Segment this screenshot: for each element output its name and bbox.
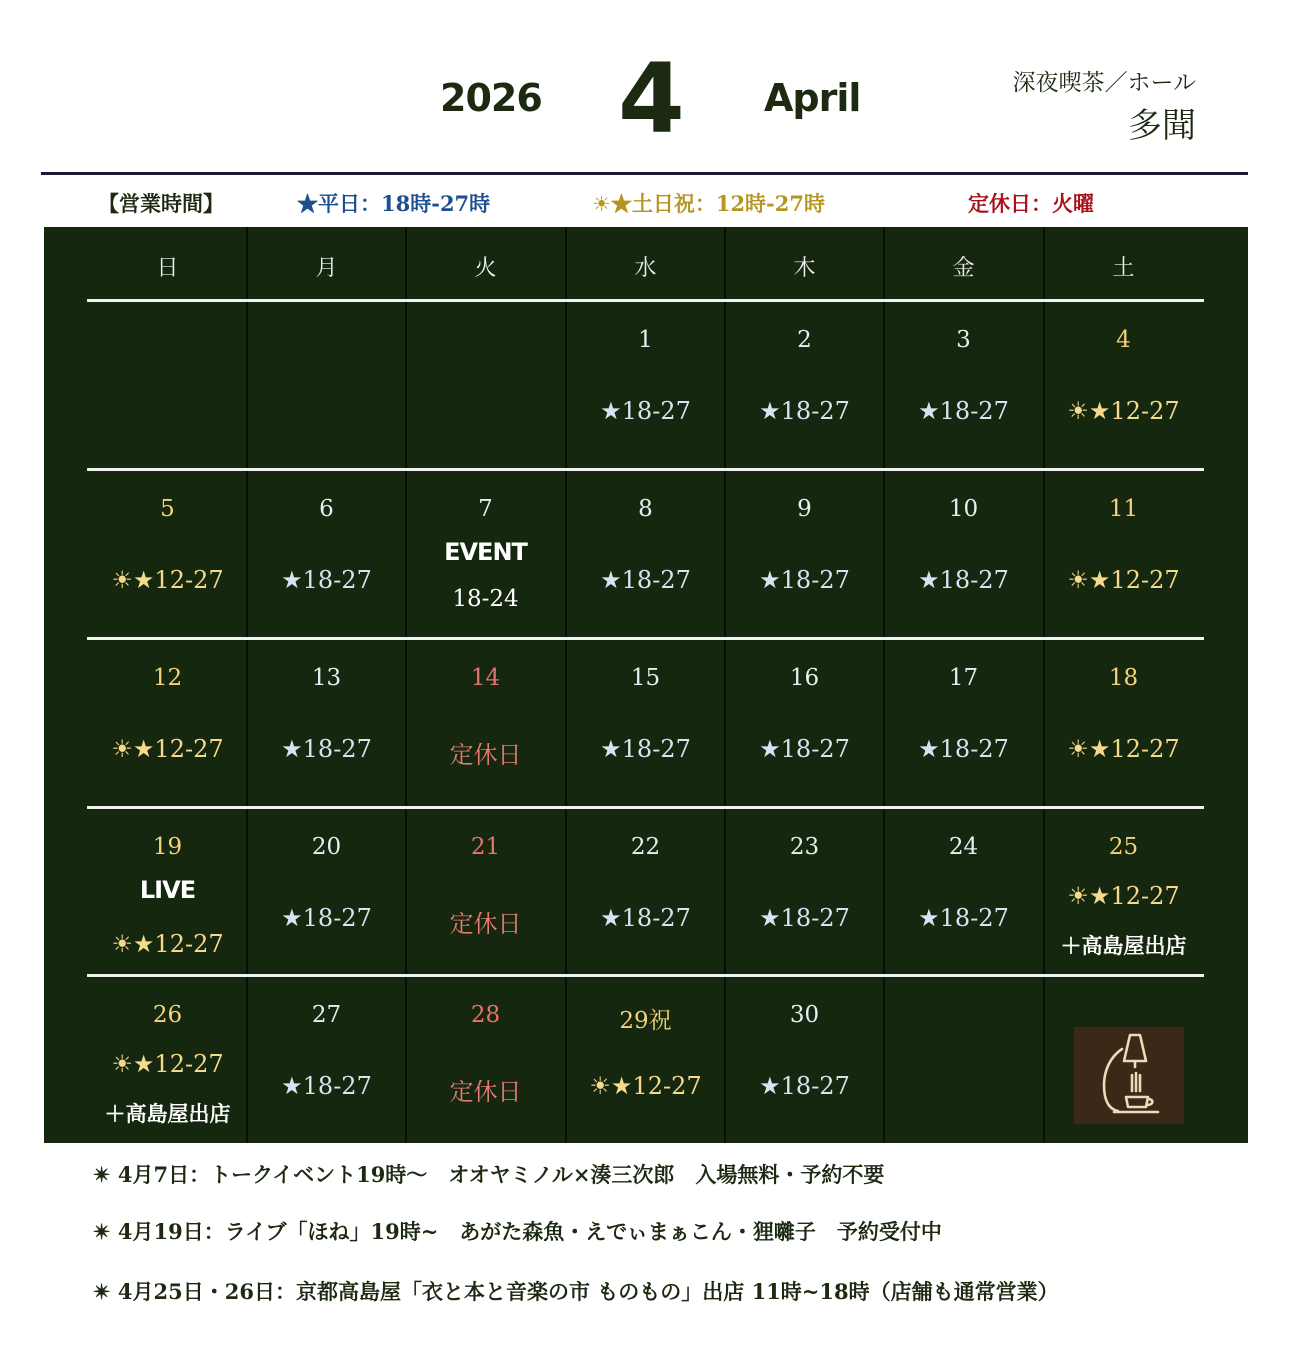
day-number: 15 (630, 665, 661, 691)
day-cell (88, 637, 247, 805)
day-number: 25 (1108, 834, 1139, 860)
opening-hours: ★18-27 (600, 397, 691, 425)
opening-hours: ☀★12-27 (589, 1072, 702, 1100)
hours-weekday: ★平日：18時-27時 (297, 191, 491, 216)
opening-hours: ★18-27 (759, 1072, 850, 1100)
day-cell (88, 974, 247, 1142)
opening-hours: ☀★12-27 (111, 1050, 224, 1078)
day-cell (884, 637, 1043, 805)
opening-hours: ★18-27 (918, 566, 1009, 594)
closed-label: 定休日 (449, 1078, 522, 1106)
event-hours: 18-24 (452, 586, 519, 612)
opening-hours: ★18-27 (918, 904, 1009, 932)
event-label: EVENT (444, 538, 527, 566)
weekday-header: 土 (1112, 256, 1135, 281)
day-number: 30 (789, 1002, 820, 1028)
popup-store-note: ＋高島屋出店 (1060, 933, 1187, 958)
opening-hours: ★18-27 (281, 904, 372, 932)
day-number: 11 (1108, 496, 1139, 522)
opening-hours: ☀★12-27 (1067, 735, 1180, 763)
day-cell (884, 806, 1043, 974)
hours-weekend: ☀★土日祝：12時-27時 (592, 191, 825, 216)
day-number: 14 (470, 665, 501, 691)
event-label: LIVE (139, 876, 196, 904)
day-number: 19 (152, 834, 183, 860)
day-cell (88, 468, 247, 636)
day-cell (406, 974, 565, 1142)
day-number: 12 (152, 665, 183, 691)
opening-hours: ★18-27 (759, 735, 850, 763)
day-cell (884, 468, 1043, 636)
day-cell (725, 299, 884, 467)
opening-hours: ☀★12-27 (1067, 397, 1180, 425)
day-number: 5 (160, 496, 175, 522)
year: 2026 (440, 76, 542, 120)
day-number: 13 (311, 665, 342, 691)
popup-store-note: ＋高島屋出店 (104, 1101, 231, 1126)
note-takashimaya: ✴︎ 4月25日・26日：京都高島屋「衣と本と音楽の市 ものもの」出店 11時~18時（店舗も通常営業） (93, 1279, 1059, 1304)
day-cell (884, 299, 1043, 467)
day-number: 24 (948, 834, 979, 860)
day-cell (406, 806, 565, 974)
opening-hours: ★18-27 (600, 904, 691, 932)
day-number: 29祝 (619, 1008, 672, 1034)
day-number: 28 (470, 1002, 501, 1028)
shop-subtitle: 深夜喫茶／ホール (1012, 70, 1196, 96)
weekday-header: 日 (156, 256, 179, 281)
day-number: 2 (797, 327, 812, 353)
weekday-header: 水 (634, 256, 657, 281)
opening-hours: ☀★12-27 (111, 930, 224, 958)
opening-hours: ★18-27 (759, 566, 850, 594)
opening-hours: ★18-27 (918, 735, 1009, 763)
opening-hours: ☀★12-27 (111, 566, 224, 594)
hours-closed-day: 定休日：火曜 (968, 191, 1094, 216)
opening-hours: ☀★12-27 (111, 735, 224, 763)
day-cell (566, 468, 725, 636)
closed-label: 定休日 (449, 910, 522, 938)
weekday-header: 火 (474, 256, 497, 281)
day-number: 3 (956, 327, 971, 353)
day-number: 6 (319, 496, 334, 522)
day-number: 20 (311, 834, 342, 860)
day-cell (566, 806, 725, 974)
day-cell (1044, 468, 1203, 636)
day-number: 7 (478, 496, 493, 522)
day-number: 22 (630, 834, 661, 860)
note-live: ✴︎ 4月19日：ライブ「ほね」19時~ あがた森魚・えでぃまぁこん・狸囃子 予約受付中 (93, 1219, 942, 1244)
opening-hours: ★18-27 (281, 1072, 372, 1100)
day-cell (725, 806, 884, 974)
day-cell (566, 974, 725, 1142)
shop-name: 多聞 (1128, 106, 1196, 146)
opening-hours: ★18-27 (918, 397, 1009, 425)
day-cell (247, 637, 406, 805)
weekday-header: 木 (793, 256, 816, 281)
day-number: 18 (1108, 665, 1139, 691)
day-cell (247, 468, 406, 636)
day-cell (1044, 299, 1203, 467)
day-cell (1044, 806, 1203, 974)
day-number: 27 (311, 1002, 342, 1028)
day-cell (247, 974, 406, 1142)
day-number: 16 (789, 665, 820, 691)
day-number: 23 (789, 834, 820, 860)
opening-hours: ★18-27 (759, 397, 850, 425)
opening-hours: ☀★12-27 (1067, 882, 1180, 910)
opening-hours: ★18-27 (600, 566, 691, 594)
day-cell (88, 806, 247, 974)
day-number: 26 (152, 1002, 183, 1028)
month-number: 4 (618, 43, 685, 155)
lamp-icon (1074, 1027, 1184, 1124)
lamp-coffee-logo (1074, 1027, 1184, 1124)
day-number: 21 (470, 834, 501, 860)
day-cell (1044, 637, 1203, 805)
day-cell (725, 637, 884, 805)
day-cell (725, 974, 884, 1142)
day-number: 9 (797, 496, 812, 522)
day-cell (566, 299, 725, 467)
header-divider (41, 172, 1248, 175)
opening-hours: ★18-27 (281, 566, 372, 594)
day-cell (247, 806, 406, 974)
day-number: 17 (948, 665, 979, 691)
opening-hours: ★18-27 (281, 735, 372, 763)
opening-hours: ★18-27 (759, 904, 850, 932)
day-number: 10 (948, 496, 979, 522)
day-cell (406, 468, 565, 636)
weekday-header: 金 (952, 256, 975, 281)
day-cell (566, 637, 725, 805)
day-number: 8 (638, 496, 653, 522)
day-cell (406, 637, 565, 805)
month-name: April (764, 76, 861, 120)
weekday-header: 月 (315, 256, 338, 281)
day-number: 1 (638, 327, 653, 353)
day-number: 4 (1116, 327, 1131, 353)
calendar-grid (44, 227, 1248, 1143)
note-event: ✴︎ 4月7日：トークイベント19時〜 オオヤミノル×湊三次郎 入場無料・予約不要 (93, 1162, 885, 1187)
opening-hours: ☀★12-27 (1067, 566, 1180, 594)
day-cell (725, 468, 884, 636)
closed-label: 定休日 (449, 741, 522, 769)
hours-label: 【営業時間】 (98, 191, 224, 216)
opening-hours: ★18-27 (600, 735, 691, 763)
